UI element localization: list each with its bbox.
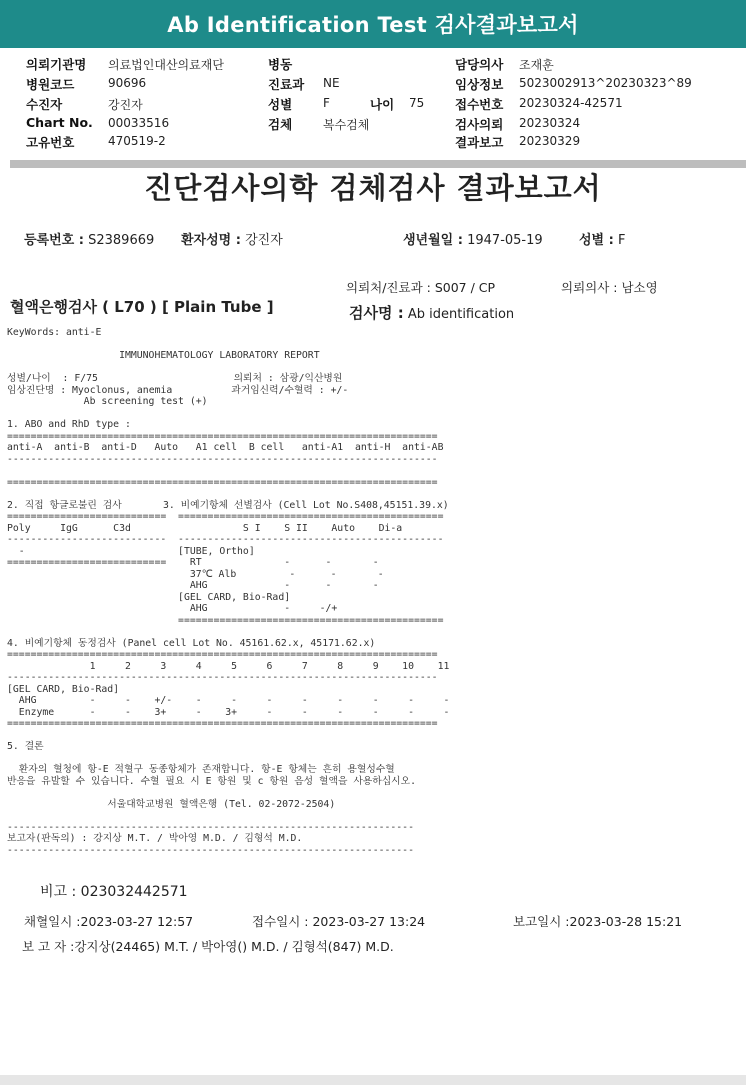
info-value: F	[323, 96, 330, 110]
test-name-value: Ab identification	[407, 307, 515, 322]
info-value: 00033516	[108, 116, 170, 130]
info-label: 병동	[268, 57, 293, 72]
patient-sex	[579, 229, 625, 248]
info-label: 담당의사	[455, 57, 504, 72]
blood-bank-test-header: 혈액은행검사 ( L70 ) [ Plain Tube ]	[10, 298, 274, 316]
info-value: 470519-2	[108, 134, 166, 148]
info-value: 5023002913^20230323^89	[519, 76, 692, 90]
info-label: 임상정보	[455, 77, 504, 92]
report-banner	[0, 0, 746, 48]
banner-title: Ab Identification Test 검사결과보고서	[167, 13, 579, 37]
remark: 비고 : 023032442571	[40, 884, 188, 900]
info-label: 결과보고	[455, 135, 504, 150]
page-bottom-bar	[0, 1075, 746, 1085]
info-value: 의료법인대산의료재단	[108, 58, 224, 72]
patient-name-label: 환자성명 :	[181, 233, 241, 248]
reporters: 보 고 자 :강지상(24465) M.T. / 박아영() M.D. / 김형석(847) M.D.	[22, 939, 394, 954]
registration-label: 등록번호 :	[24, 233, 84, 248]
info-value: 강진자	[108, 98, 143, 112]
received-time: 접수일시 : 2023-03-27 13:24	[252, 914, 426, 929]
info-value-age: 75	[409, 96, 425, 110]
info-value: 20230324-42571	[519, 96, 623, 110]
report-title: 진단검사의학 검체검사 결과보고서	[144, 171, 602, 205]
info-value: 20230329	[519, 134, 581, 148]
info-value: 조재훈	[519, 58, 554, 72]
info-label: 접수번호	[455, 97, 504, 112]
dob-label: 생년월일 :	[403, 233, 463, 248]
sex-label: 성별 :	[579, 233, 614, 248]
info-value: 20230324	[519, 116, 581, 130]
request-info-grid	[0, 52, 746, 152]
lab-report-body: KeyWords: anti-E IMMUNOHEMATOLOGY LABORATORY REPORT 성별/나이 : F/75 의뢰처 : 삼광/익산병원 임상진단명 : Myoclonus, anemia 과거임신력/수혈력 : +/- Ab screening test (+) 1. ABO and RhD type : ========================================================================= anti-A anti-B anti-D Auto A1 cell B cell anti-A1 anti-H anti-AB ------------------------------------------------------------------------- ========================================================================= 2. 직접 항글로불린 검사 3. 비예기항체 선별검사 (Cell Lot No.S408,45151.39.x) =========================== ============================================= Poly IgG C3d S I S II Auto Di-a --------------------------- --------------------------------------------- - [TUBE, Ortho] =========================== RT - - - 37℃ Alb - - - AHG - - - [GEL CARD, Bio-Rad] AHG - -/+ ============================================= 4. 비예기항체 동정검사 (Panel cell Lot No. 45161.62.x, 45171.62.x) ========================================================================= 1 2 3 4 5 6 7 8 9 10 11 ------------------------------------------------------------------------- [GEL CARD, Bio-Rad] AHG - - +/- - - - - - - - - Enzyme - - 3+ - 3+ - - - - - - ========================================================================= 5. 결론 환자의 혈청에 항-E 적혈구 동종항체가 존재합니다. 항-E 항체는 흔히 용혈성수혈 반응을 유발할 수 있습니다. 수혈 필요 시 E 항원 및 c 항원 음성 혈액을 사용하십시오. 서울대학교병원 혈액은행 (Tel. 02-2072-2504) --------------------------------------------------------------------- 보고자(판독의) : 강지상 M.T. / 박아영 M.D. / 김형석 M.D. ---------------------------------------------------------------------	[7, 327, 450, 856]
info-value: NE	[323, 76, 340, 90]
requesting-doctor: 의뢰의사 : 남소영	[561, 280, 658, 295]
info-label: 성별	[268, 97, 293, 112]
requesting-dept: 의뢰처/진료과 : S007 / CP	[346, 280, 496, 295]
info-value: 복수검체	[323, 118, 370, 132]
info-label: 의뢰기관명	[26, 57, 87, 72]
patient-name	[181, 229, 283, 248]
info-value: 90696	[108, 76, 147, 90]
info-label: 검사의뢰	[455, 117, 504, 132]
info-label: 수진자	[26, 97, 63, 112]
date-of-birth	[403, 229, 543, 248]
sex-value: F	[617, 233, 626, 248]
patient-name-value: 강진자	[245, 233, 283, 248]
info-label: 검체	[268, 117, 293, 132]
dob-value: 1947-05-19	[467, 233, 543, 248]
info-label: Chart No.	[26, 115, 93, 130]
registration-value: S2389669	[88, 233, 155, 248]
info-label-age: 나이	[370, 97, 395, 112]
test-name	[349, 302, 514, 323]
info-label: 고유번호	[26, 135, 75, 150]
registration-number	[24, 229, 154, 248]
info-label: 진료과	[268, 77, 305, 92]
reported-time: 보고일시 :2023-03-28 15:21	[513, 914, 683, 929]
collected-time: 채혈일시 :2023-03-27 12:57	[24, 914, 194, 929]
info-label: 병원코드	[26, 77, 75, 92]
test-name-label: 검사명 :	[349, 304, 404, 322]
